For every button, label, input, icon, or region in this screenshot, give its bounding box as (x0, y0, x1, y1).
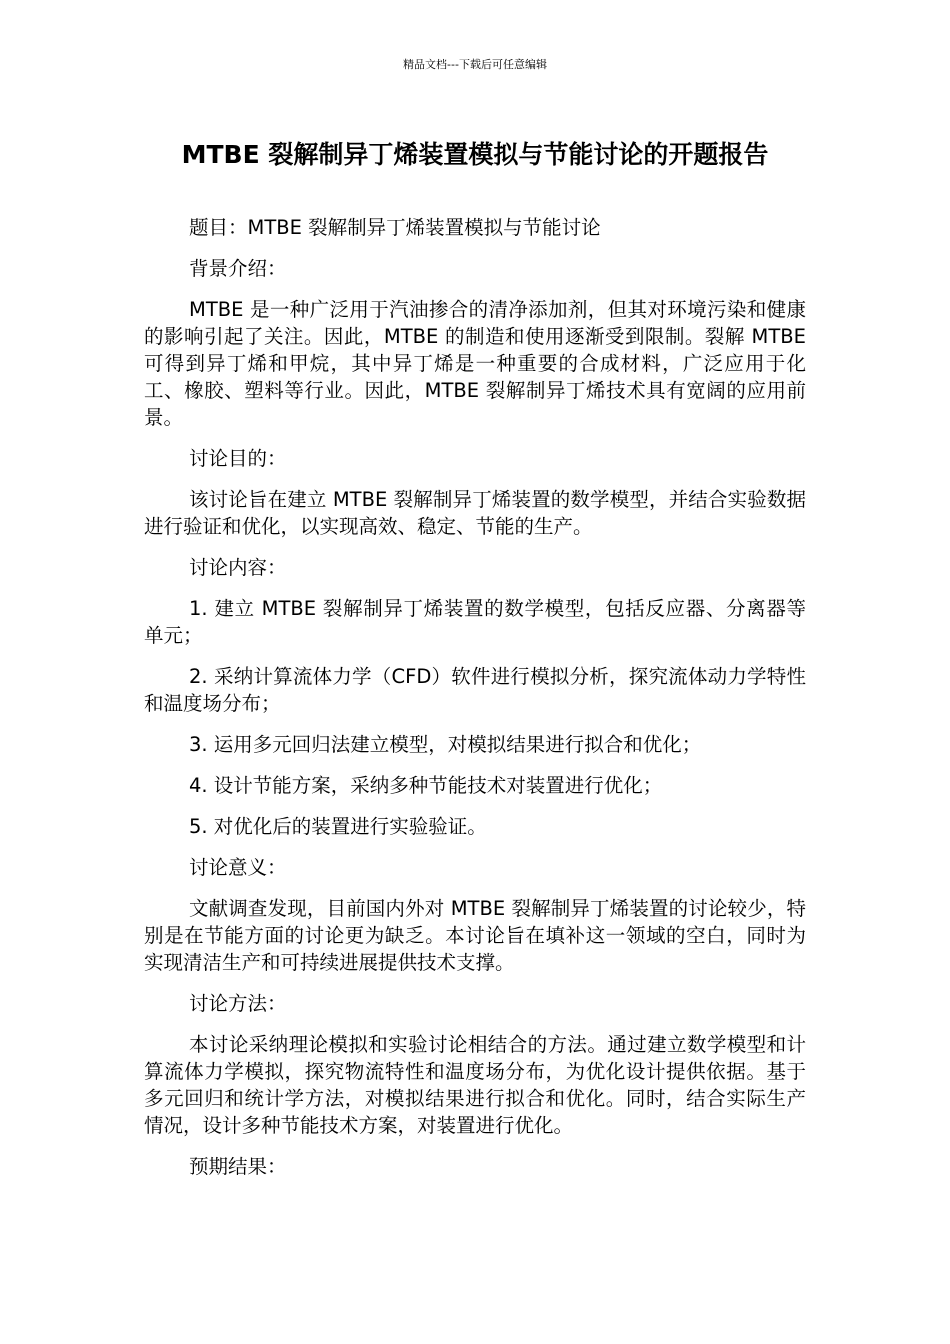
list-item: 1. 建立 MTBE 裂解制异丁烯装置的数学模型，包括反应器、分离器等单元； (144, 597, 806, 647)
list-item: 4. 设计节能方案，采纳多种节能技术对装置进行优化； (189, 774, 663, 797)
list-item: 5. 对优化后的装置进行实验验证。 (189, 815, 487, 838)
section-heading-background: 背景介绍： (189, 257, 287, 280)
paragraph-significance: 文献调查发现，目前国内外对 MTBE 裂解制异丁烯装置的讨论较少，特别是在节能方面的讨论更为缺乏。本讨论旨在填补这一领域的空白，同时为实现清洁生产和可持续进展提供技术支撑。 (144, 897, 806, 974)
paragraph-background: MTBE 是一种广泛用于汽油掺合的清净添加剂，但其对环境污染和健康的影响引起了关注。因此，MTBE 的制造和使用逐渐受到限制。裂解 MTBE 可得到异丁烯和甲烷，其中异丁烯是一种重要的合成材料，广泛应用于化工、橡胶、塑料等行业。因此，MTBE 裂解制异丁烯技术具有宽阔的应用前景。 (144, 298, 806, 429)
section-heading-purpose: 讨论目的： (189, 447, 287, 470)
list-item: 3. 运用多元回归法建立模型，对模拟结果进行拟合和优化； (189, 733, 702, 756)
paragraph-subject: 题目：MTBE 裂解制异丁烯装置模拟与节能讨论 (189, 216, 601, 239)
section-heading-significance: 讨论意义： (189, 856, 287, 879)
section-heading-content: 讨论内容： (189, 556, 287, 579)
section-heading-method: 讨论方法： (189, 992, 287, 1015)
document-title: MTBE 裂解制异丁烯装置模拟与节能讨论的开题报告 (181, 140, 769, 169)
section-heading-expected-results: 预期结果： (189, 1155, 287, 1178)
header-note: 精品文档---下载后可任意编辑 (403, 58, 547, 71)
paragraph-method: 本讨论采纳理论模拟和实验讨论相结合的方法。通过建立数学模型和计算流体力学模拟，探究物流特性和温度场分布，为优化设计提供依据。基于多元回归和统计学方法，对模拟结果进行拟合和优化。同时，结合实际生产情况，设计多种节能技术方案，对装置进行优化。 (144, 1033, 806, 1137)
paragraph-purpose: 该讨论旨在建立 MTBE 裂解制异丁烯装置的数学模型，并结合实验数据进行验证和优化，以实现高效、稳定、节能的生产。 (144, 488, 806, 538)
document-body (144, 214, 806, 1194)
list-item: 2. 采纳计算流体力学（CFD）软件进行模拟分析，探究流体动力学特性和温度场分布； (144, 665, 806, 715)
